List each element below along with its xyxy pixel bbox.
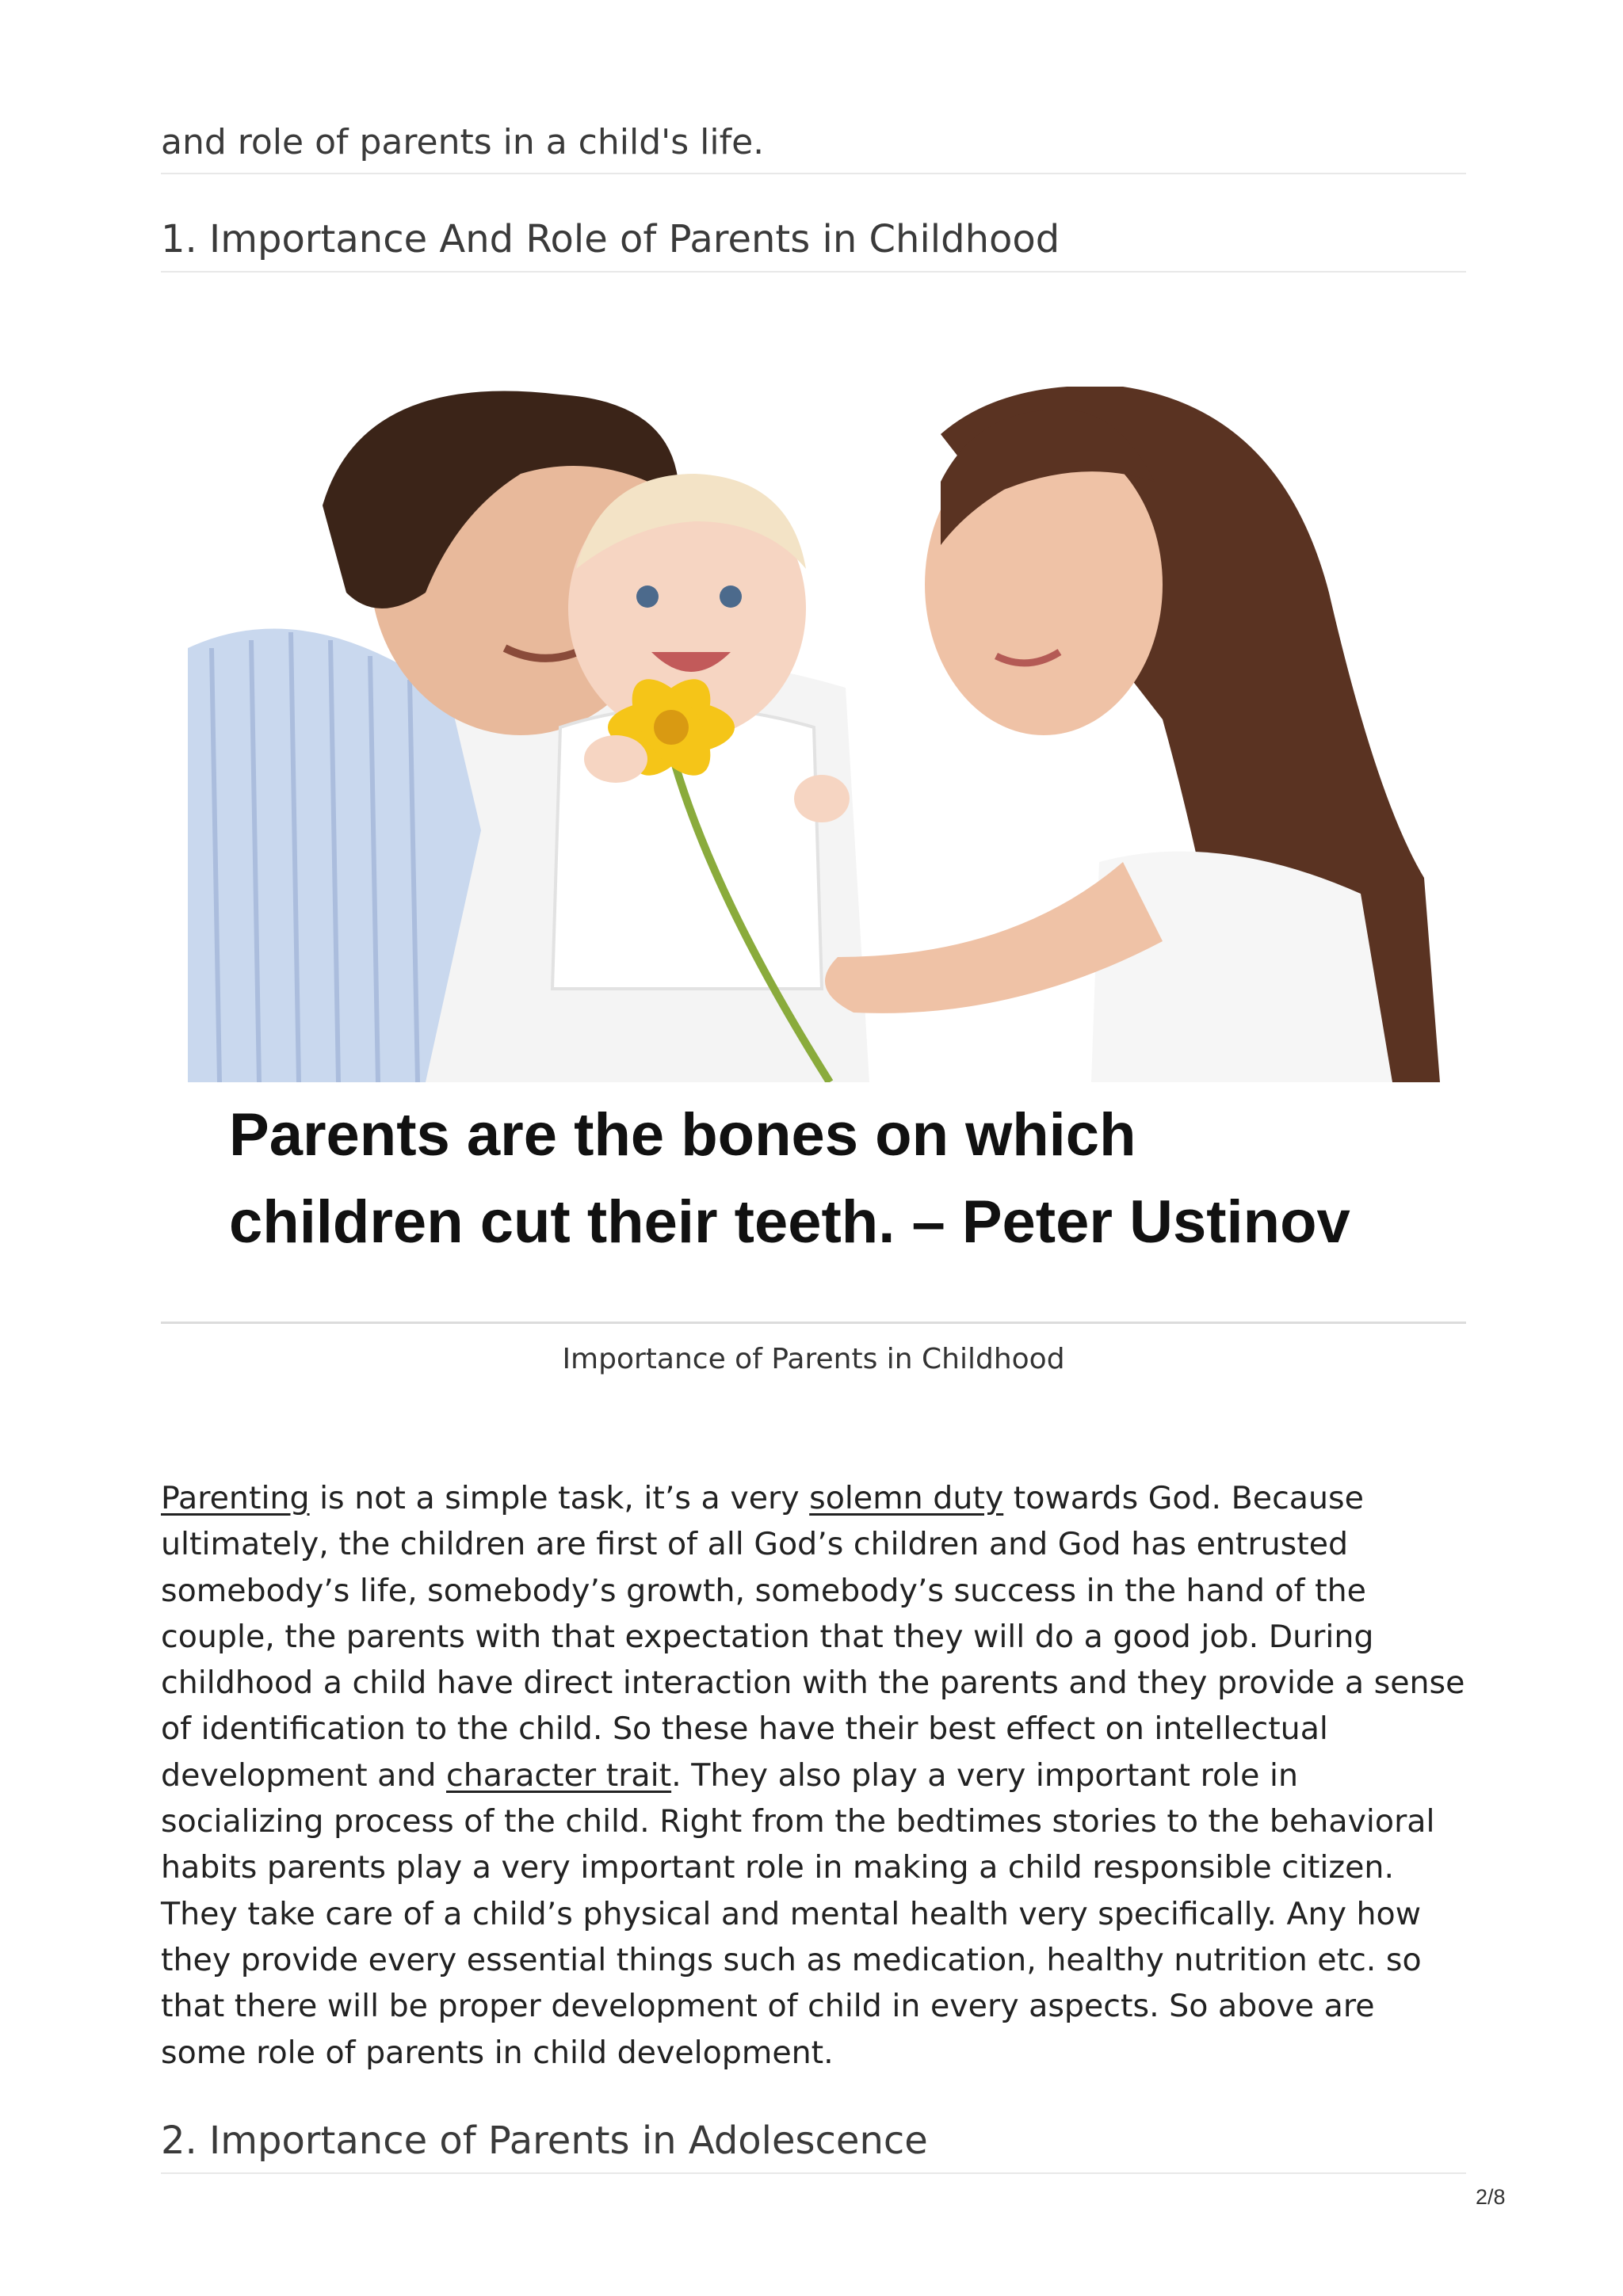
link-solemn-duty[interactable]: solemn duty — [809, 1480, 1004, 1516]
paragraph-text-1: is not a simple task, it’s a very — [309, 1480, 810, 1516]
page-number: 2/8 — [1476, 2185, 1506, 2209]
body-paragraph — [161, 1475, 1466, 2076]
section-heading-childhood: 1. Importance And Role of Parents in Childhood — [161, 214, 1466, 273]
family-photo — [188, 387, 1440, 1082]
paragraph-text-3: . They also play a very important role in socializing process of the child. Right from the bedtimes stories to the behavioral habits parents play a very important role in making a child responsible citizen. They take care of a child’s physical and mental health very specifically. Any how they provide every essential things such as medication, healthy nutrition etc. so that there will be proper development of child in every aspects. So above are some role of parents in child development. — [161, 1756, 1435, 2071]
link-character-trait[interactable]: character trait — [446, 1756, 672, 1794]
quote-line-1: Parents are the bones on which — [229, 1101, 1136, 1169]
figure-parents-quote — [188, 387, 1440, 1314]
figure-caption: Importance of Parents in Childhood — [562, 1343, 1065, 1375]
link-parenting[interactable]: Parenting — [161, 1480, 310, 1516]
figure-divider — [161, 1322, 1466, 1324]
quote-text — [229, 1092, 1434, 1266]
paragraph-text-2: towards God. Because ultimately, the children are first of all God’s children and God has entrusted somebody’s life, somebody’s growth, somebody’s success in the hand of the couple, the parents with that expectation that they will do a good job. During childhood a child have direct interaction with the parents and they provide a sense of identification to the child. So these have their best effect on intellectual development and — [161, 1480, 1465, 1794]
lead-line: and role of parents in a child's life. — [161, 119, 1466, 174]
quote-line-2: children cut their teeth. – Peter Ustinov — [229, 1188, 1350, 1256]
section-heading-adolescence: 2. Importance of Parents in Adolescence — [161, 2115, 1466, 2174]
